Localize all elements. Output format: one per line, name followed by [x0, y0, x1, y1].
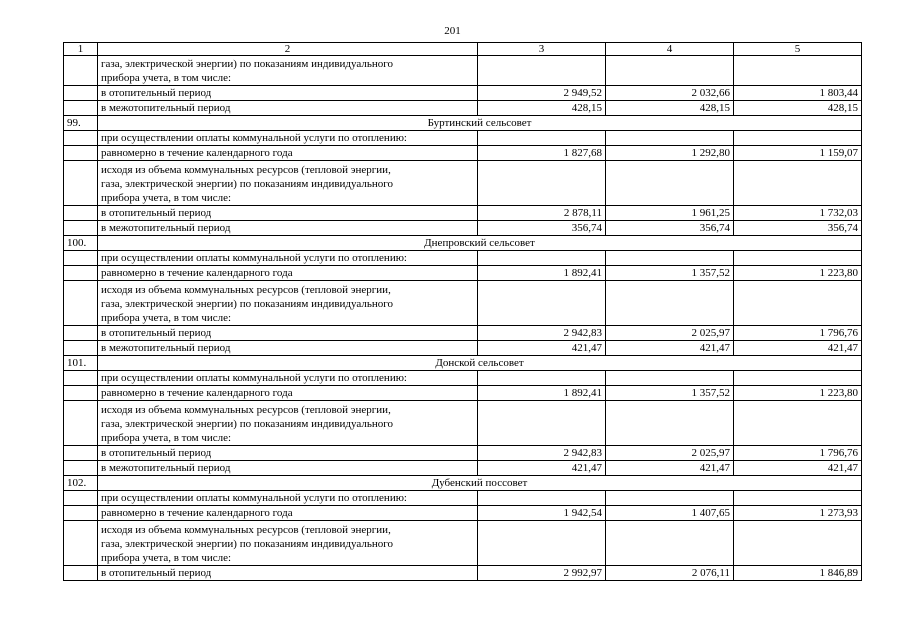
value-col3: 2 942,83 — [478, 326, 606, 341]
number-cell — [64, 101, 98, 116]
section-number: 100. — [64, 236, 98, 251]
value-col4: 1 292,80 — [606, 146, 734, 161]
number-cell — [64, 131, 98, 146]
value-col5: 356,74 — [734, 221, 862, 236]
section-title: Днепровский сельсовет — [98, 236, 862, 251]
description-row — [64, 281, 862, 326]
table-row — [64, 326, 862, 341]
table-row — [64, 266, 862, 281]
description-cell: при осуществлении оплаты коммунальной услуги по отоплению: — [98, 491, 478, 506]
value-col4 — [606, 131, 734, 146]
description-cell: в межотопительный период — [98, 341, 478, 356]
value-col4 — [606, 371, 734, 386]
value-col4: 1 357,52 — [606, 386, 734, 401]
value-col3: 2 878,11 — [478, 206, 606, 221]
value-col3 — [478, 56, 606, 86]
value-col5 — [734, 56, 862, 86]
section-number: 99. — [64, 116, 98, 131]
description-cell: равномерно в течение календарного года — [98, 146, 478, 161]
value-col3 — [478, 521, 606, 566]
description-cell: в отопительный период — [98, 446, 478, 461]
value-col4: 2 032,66 — [606, 86, 734, 101]
description-cell: газа, электрической энергии) по показаниям индивидуального прибора учета, в том числе: — [98, 56, 478, 86]
description-cell: в отопительный период — [98, 326, 478, 341]
value-col4: 1 407,65 — [606, 506, 734, 521]
value-col3: 1 827,68 — [478, 146, 606, 161]
number-cell — [64, 56, 98, 86]
description-cell: в межотопительный период — [98, 461, 478, 476]
section-title: Донской сельсовет — [98, 356, 862, 371]
value-col3: 1 942,54 — [478, 506, 606, 521]
number-cell — [64, 206, 98, 221]
section-row — [64, 476, 862, 491]
column-header: 2 — [98, 43, 478, 56]
value-col4 — [606, 521, 734, 566]
value-col5: 1 732,03 — [734, 206, 862, 221]
value-col5 — [734, 161, 862, 206]
description-cell: равномерно в течение календарного года — [98, 386, 478, 401]
column-header: 1 — [64, 43, 98, 56]
number-cell — [64, 491, 98, 506]
value-col5: 428,15 — [734, 101, 862, 116]
value-col4: 2 076,11 — [606, 566, 734, 581]
number-cell — [64, 401, 98, 446]
value-col3 — [478, 371, 606, 386]
number-cell — [64, 86, 98, 101]
value-col5: 1 846,89 — [734, 566, 862, 581]
description-row — [64, 56, 862, 86]
value-col5: 1 796,76 — [734, 326, 862, 341]
value-col4: 2 025,97 — [606, 326, 734, 341]
column-header: 3 — [478, 43, 606, 56]
table-row — [64, 221, 862, 236]
value-col5: 1 273,93 — [734, 506, 862, 521]
table-row — [64, 446, 862, 461]
value-col5: 1 223,80 — [734, 386, 862, 401]
value-col5 — [734, 131, 862, 146]
value-col4: 1 357,52 — [606, 266, 734, 281]
number-cell — [64, 371, 98, 386]
value-col5: 421,47 — [734, 341, 862, 356]
value-col4: 421,47 — [606, 341, 734, 356]
description-cell: исходя из объема коммунальных ресурсов (тепловой энергии, газа, электрической энергии) по показаниям индивидуального прибора учета, в том числе: — [98, 521, 478, 566]
table-row — [64, 101, 862, 116]
value-col3 — [478, 131, 606, 146]
value-col5 — [734, 281, 862, 326]
value-col4 — [606, 401, 734, 446]
value-col3 — [478, 281, 606, 326]
description-cell: при осуществлении оплаты коммунальной услуги по отоплению: — [98, 251, 478, 266]
table-row — [64, 461, 862, 476]
table-row — [64, 566, 862, 581]
description-cell: равномерно в течение календарного года — [98, 506, 478, 521]
description-cell: в межотопительный период — [98, 101, 478, 116]
number-cell — [64, 461, 98, 476]
value-col5 — [734, 371, 862, 386]
value-col4 — [606, 491, 734, 506]
number-cell — [64, 566, 98, 581]
table-row — [64, 341, 862, 356]
description-cell: исходя из объема коммунальных ресурсов (тепловой энергии, газа, электрической энергии) по показаниям индивидуального прибора учета, в том числе: — [98, 401, 478, 446]
number-cell — [64, 521, 98, 566]
value-col3: 2 992,97 — [478, 566, 606, 581]
description-cell: при осуществлении оплаты коммунальной услуги по отоплению: — [98, 131, 478, 146]
description-row — [64, 131, 862, 146]
section-row — [64, 236, 862, 251]
number-cell — [64, 266, 98, 281]
value-col4: 1 961,25 — [606, 206, 734, 221]
value-col3 — [478, 161, 606, 206]
number-cell — [64, 341, 98, 356]
section-title: Буртинский сельсовет — [98, 116, 862, 131]
description-cell: в отопительный период — [98, 86, 478, 101]
description-row — [64, 161, 862, 206]
value-col4: 2 025,97 — [606, 446, 734, 461]
value-col5 — [734, 251, 862, 266]
table-row — [64, 86, 862, 101]
section-row — [64, 116, 862, 131]
table-row — [64, 206, 862, 221]
description-cell: равномерно в течение календарного года — [98, 266, 478, 281]
table-row — [64, 146, 862, 161]
value-col4 — [606, 56, 734, 86]
table-header-row — [64, 43, 862, 56]
section-row — [64, 356, 862, 371]
section-number: 102. — [64, 476, 98, 491]
description-cell: при осуществлении оплаты коммунальной услуги по отоплению: — [98, 371, 478, 386]
number-cell — [64, 146, 98, 161]
description-cell: исходя из объема коммунальных ресурсов (тепловой энергии, газа, электрической энергии) по показаниям индивидуального прибора учета, в том числе: — [98, 281, 478, 326]
description-row — [64, 251, 862, 266]
value-col5: 1 159,07 — [734, 146, 862, 161]
value-col4 — [606, 161, 734, 206]
section-title: Дубенский поссовет — [98, 476, 862, 491]
value-col5: 1 803,44 — [734, 86, 862, 101]
description-cell: в межотопительный период — [98, 221, 478, 236]
value-col4: 428,15 — [606, 101, 734, 116]
number-cell — [64, 506, 98, 521]
value-col5 — [734, 491, 862, 506]
number-cell — [64, 326, 98, 341]
tariff-table — [63, 42, 862, 581]
value-col3: 1 892,41 — [478, 266, 606, 281]
page-number: 201 — [444, 25, 461, 37]
number-cell — [64, 281, 98, 326]
number-cell — [64, 251, 98, 266]
value-col3 — [478, 491, 606, 506]
value-col5: 421,47 — [734, 461, 862, 476]
description-row — [64, 521, 862, 566]
description-cell: исходя из объема коммунальных ресурсов (тепловой энергии, газа, электрической энергии) по показаниям индивидуального прибора учета, в том числе: — [98, 161, 478, 206]
column-header: 4 — [606, 43, 734, 56]
value-col3: 1 892,41 — [478, 386, 606, 401]
description-row — [64, 491, 862, 506]
value-col3: 421,47 — [478, 341, 606, 356]
description-cell: в отопительный период — [98, 206, 478, 221]
value-col3: 356,74 — [478, 221, 606, 236]
value-col5 — [734, 401, 862, 446]
value-col5 — [734, 521, 862, 566]
value-col3: 421,47 — [478, 461, 606, 476]
value-col3: 2 949,52 — [478, 86, 606, 101]
description-row — [64, 401, 862, 446]
column-header: 5 — [734, 43, 862, 56]
value-col5: 1 796,76 — [734, 446, 862, 461]
value-col4: 421,47 — [606, 461, 734, 476]
description-cell: в отопительный период — [98, 566, 478, 581]
table-row — [64, 386, 862, 401]
number-cell — [64, 161, 98, 206]
table-row — [64, 506, 862, 521]
value-col4 — [606, 251, 734, 266]
description-row — [64, 371, 862, 386]
value-col4 — [606, 281, 734, 326]
value-col4: 356,74 — [606, 221, 734, 236]
value-col5: 1 223,80 — [734, 266, 862, 281]
value-col3: 428,15 — [478, 101, 606, 116]
value-col3 — [478, 401, 606, 446]
number-cell — [64, 446, 98, 461]
number-cell — [64, 386, 98, 401]
section-number: 101. — [64, 356, 98, 371]
number-cell — [64, 221, 98, 236]
value-col3: 2 942,83 — [478, 446, 606, 461]
value-col3 — [478, 251, 606, 266]
